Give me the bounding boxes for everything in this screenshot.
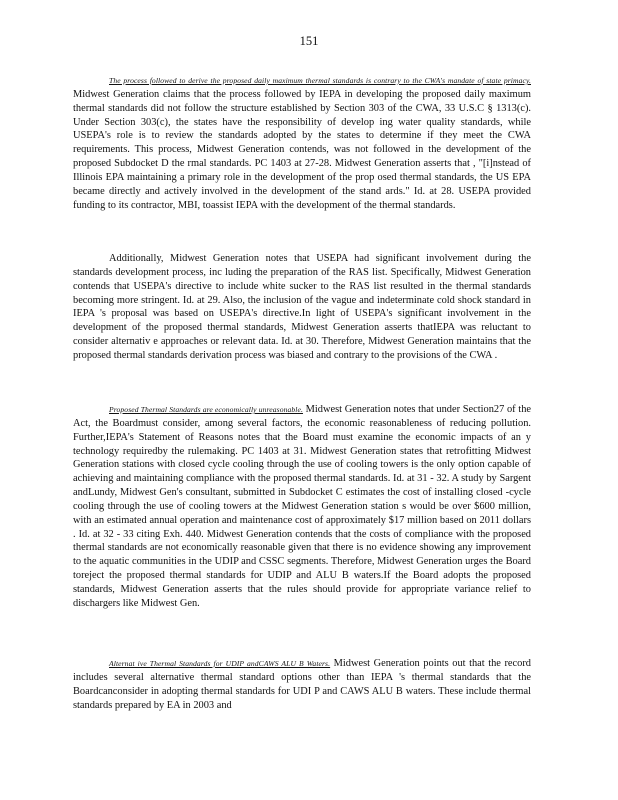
section-heading-economic: Proposed Thermal Standards are economically unreasonable.: [109, 405, 303, 414]
paragraph-state-primacy: [73, 74, 531, 212]
section-heading-state-primacy: The process followed to derive the proposed daily maximum thermal standards is contrary to the CWA's mandate of state primacy.: [109, 76, 531, 85]
page-number: 151: [299, 34, 319, 48]
paragraph-alternative-standards: [73, 657, 531, 712]
paragraph-body-alternative: Midwest Generation points out that the record includes several alternative thermal standard options other than IEPA 's thermal standards that the Boardcanconsider in adopting thermal standards for UDI P and CAWS ALU B waters. These include thermal standards prepared by EA in 2003 and: [73, 658, 531, 711]
section-heading-alternative: Alternat ive Thermal Standards for UDIP andCAWS ALU B Waters.: [109, 659, 331, 668]
paragraph-body-economic: Midwest Generation notes that under Section27 of the Act, the Boardmust consider, among several factors, the economic reasonableness of reducing pollution. Further,IEPA's Statement of Reasons notes that the Board must examine the economic impacts of an y technology requiredby the rulemaking. PC 1403 at 31. Midwest Generation states that retrofitting Midwest Generation stations with closed cycle cooling through the use of cooling towers is the only option capable of achieving and maintaining compliance with the proposed thermal standards. Id. at 31 - 32. A study by Sargent andLundy, Midwest Gen's consultant, submitted in Subdocket C estimates the cost of installing closed -cycle cooling through the use of cooling towers at the Midwest Generation station s would be over $600 million, with an estimated annual operation and maintenance cost of approximately $17 million based on 2011 dollars . Id. at 32 - 33 citing Exh. 440. Midwest Generation contends that the costs of compliance with the proposed thermal standards are not economically reasonable given that there is no evidence showing any improvement to the aquatic communities in the UDIP and CSSC segments. Therefore, Midwest Generation urges the Board toreject the proposed thermal standards for UDIP and ALU B waters.If the Board adopts the proposed standards, Midwest Generation asserts that the rules should provide for appropriate variance relief to dischargers like Midwest Gen.: [73, 404, 531, 609]
paragraph-usepa-involvement: [73, 252, 531, 363]
paragraph-body-state-primacy: Midwest Generation claims that the process followed by IEPA in developing the proposed daily maximum thermal standards did not follow the structure established by Section 303 of the CWA, 33 U.S.C § 1313(c). Under Section 303(c), the states have the responsibility of develop ing water quality standards, while USEPA's role is to review the standards adopted by the states to determine if they meet the CWA requirements. This process, Midwest Generation contends, was not followed in the development of the proposed Subdocket D the rmal standards. PC 1403 at 27-28. Midwest Generation asserts that , "[i]nstead of Illinois EPA maintaining a primary role in the development of the prop osed thermal standards, the US EPA became directly and actively involved in the development of the stand ards." Id. at 28. USEPA provided funding to its contractor, MBI, toassist IEPA with the development of the thermal standards.: [73, 88, 531, 211]
paragraph-body-usepa-involvement: Additionally, Midwest Generation notes that USEPA had significant involvement during the standards development process, inc luding the preparation of the RAS list. Specifically, Midwest Generation contends that USEPA's directive to include white sucker to the RAS list resulted in the thermal standards becoming more stringent. Id. at 29. Also, the inclusion of the vague and indeterminate cold shock standard in IEPA 's proposal was based on USEPA's directive.In light of USEPA's significant involvement in the development of the proposed thermal standards, Midwest Generation asserts thatIEPA was reluctant to consider alternativ e approaches or relevant data. Id. at 30. Therefore, Midwest Generation maintains that the proposed thermal standards derivation process was biased and contrary to the provisions of the CWA .: [73, 253, 531, 361]
paragraph-economic-reasonableness: [73, 403, 531, 611]
